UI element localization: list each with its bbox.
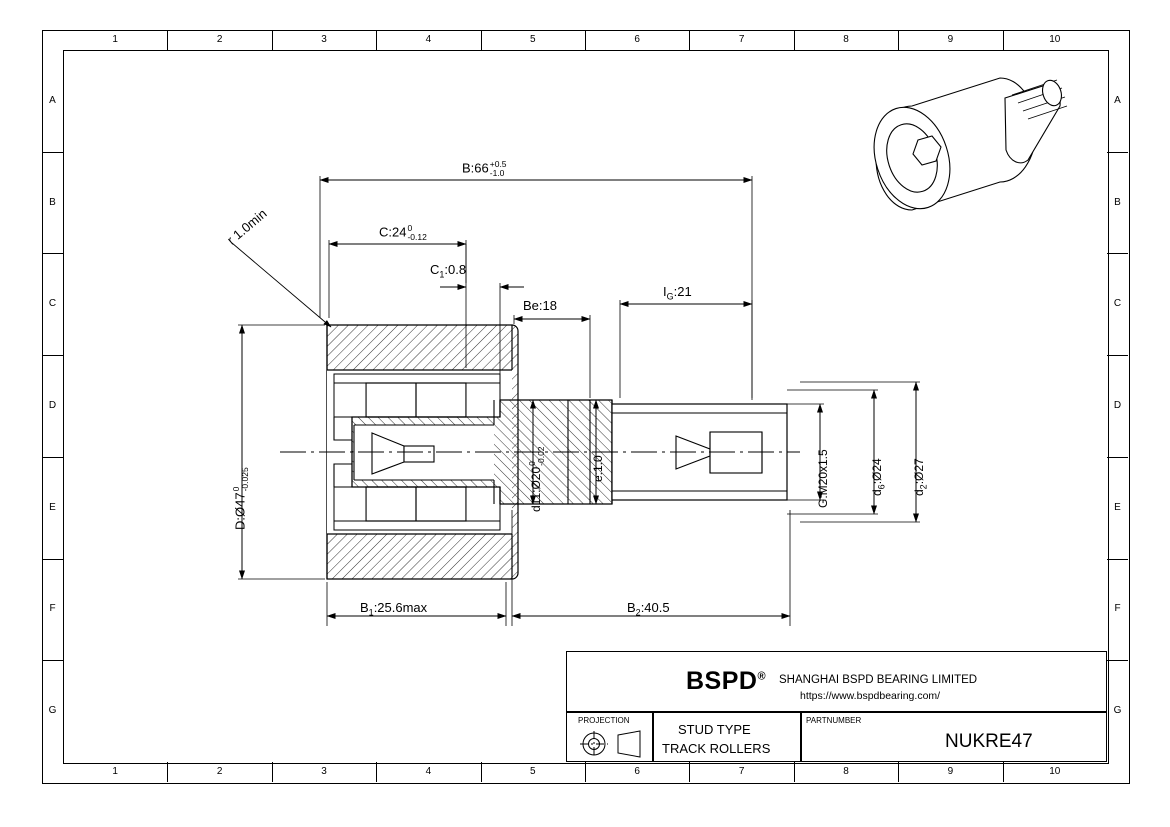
- zone-col-label: 4: [425, 766, 432, 777]
- zone-col-label: 6: [634, 766, 640, 777]
- zone-row-label: B: [49, 196, 56, 208]
- zone-col-label: 3: [321, 34, 327, 45]
- zone-col-label: 1: [112, 766, 118, 777]
- dimension-C: C:24 0 -0.12: [379, 223, 427, 242]
- dimension-Be: Be:18: [523, 298, 557, 313]
- zone-row-label: F: [49, 603, 56, 615]
- zone-col-label: 5: [530, 766, 536, 777]
- zone-col-label: 7: [738, 766, 745, 777]
- product-line-2: TRACK ROLLERS: [662, 741, 771, 756]
- title-block-divider-partnumber: [800, 711, 802, 762]
- partnumber-label: PARTNUMBER: [806, 716, 862, 725]
- zone-row-label: E: [49, 501, 56, 513]
- dimension-B: B:66 +0.5 -1.0: [462, 159, 507, 178]
- zone-col-label: 5: [530, 34, 536, 45]
- dimension-r: r 1.0min: [224, 205, 270, 248]
- zone-col-label: 1: [112, 34, 118, 45]
- zone-row-label: D: [1113, 400, 1122, 411]
- zone-row-label: G: [48, 705, 57, 717]
- zone-row-label: C: [1113, 298, 1122, 310]
- zone-col-label: 7: [738, 34, 745, 45]
- zone-col-label: 4: [425, 34, 432, 45]
- zone-row-label: A: [49, 94, 56, 106]
- dimension-C1: $C_1:0.8$: [430, 262, 467, 280]
- zone-row-label: C: [48, 298, 57, 310]
- projection-symbol-icon: [578, 730, 658, 760]
- brand-name: BSPD®: [686, 667, 767, 695]
- zone-row-label: A: [1114, 94, 1121, 106]
- title-block-divider: [566, 711, 1107, 713]
- zone-row-label: G: [1113, 705, 1122, 717]
- zone-row-label: F: [1114, 603, 1121, 615]
- dimension-IG: $I_G:21$: [663, 284, 692, 302]
- dimension-d11: d11:Ø20 0 -0.02: [527, 446, 546, 512]
- zone-row-label: D: [48, 400, 57, 411]
- zone-col-label: 9: [947, 766, 954, 777]
- zone-col-label: 9: [947, 34, 954, 45]
- dimension-D: D:Ø47 0 -0.025: [231, 467, 250, 530]
- zone-col-label: 3: [321, 766, 327, 777]
- dimension-d6: $d_6:Ø24$: [870, 458, 887, 496]
- zone-col-label: 8: [843, 766, 849, 777]
- zone-col-label: 10: [1049, 34, 1061, 45]
- dimension-e: e:1.0: [591, 455, 605, 482]
- zone-row-label: E: [1114, 501, 1121, 513]
- company-url[interactable]: https://www.bspdbearing.com/: [800, 690, 941, 702]
- zone-col-label: 2: [216, 766, 223, 777]
- zone-col-label: 6: [634, 34, 640, 45]
- zone-row-label: B: [1114, 196, 1121, 208]
- zone-col-label: 2: [216, 34, 223, 45]
- company-name: SHANGHAI BSPD BEARING LIMITED: [779, 674, 978, 686]
- dimension-G: G:M20x1.5: [816, 449, 830, 508]
- partnumber-value: NUKRE47: [945, 731, 1033, 752]
- dimension-d2: $d_2:Ø27$: [912, 458, 929, 496]
- dimension-B1: $B_1:25.6\max$: [360, 600, 428, 618]
- projection-label: PROJECTION: [578, 716, 630, 725]
- product-line-1: STUD TYPE: [678, 722, 751, 737]
- dimension-B2: $B_2:40.5$: [627, 600, 670, 618]
- zone-col-label: 10: [1049, 766, 1061, 777]
- zone-col-label: 8: [843, 34, 849, 45]
